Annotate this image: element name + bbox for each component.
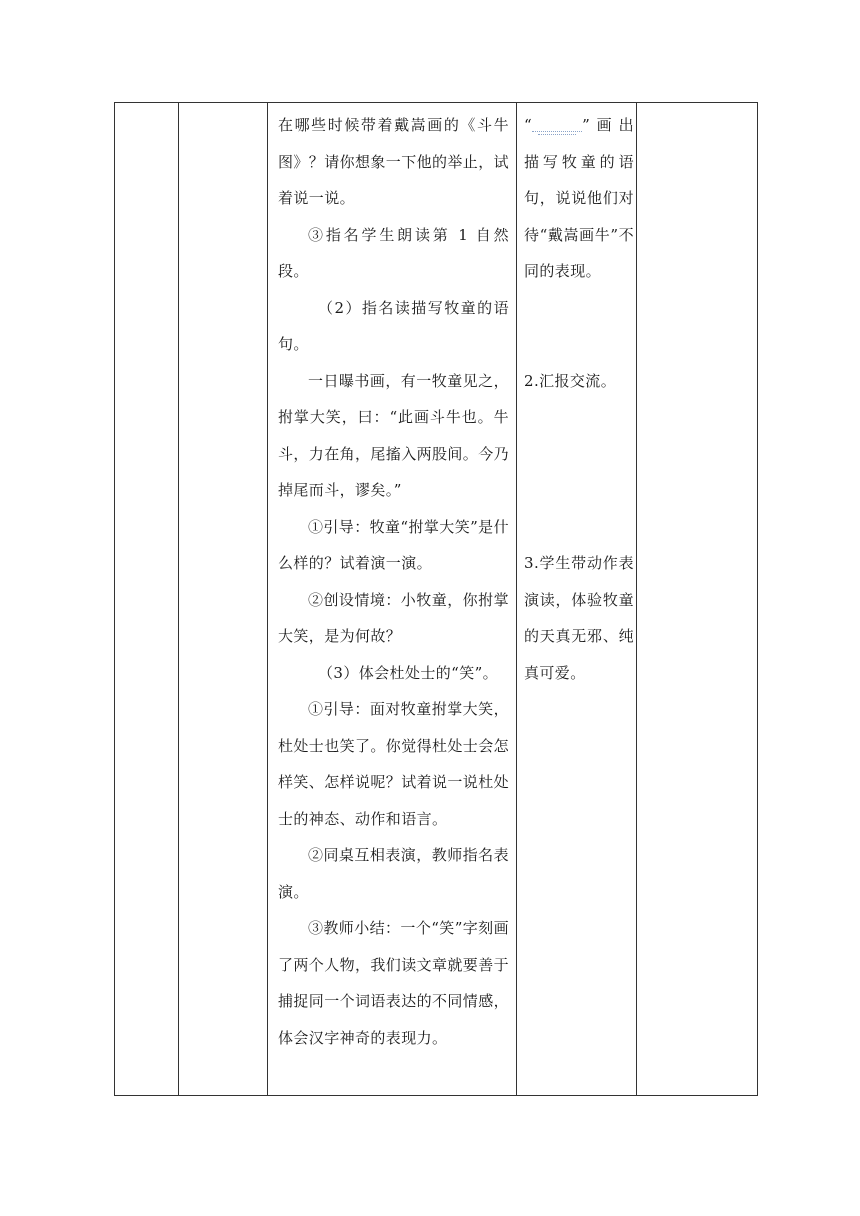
wavy-underline-blank [532,115,582,132]
lesson-paragraph: ③指名学生朗读第 1 自然段。 [278,225,509,280]
lesson-paragraph: （3）体会杜处士的“笑”。 [318,663,499,682]
column-divider [178,103,179,1095]
open-quote: “ [524,116,533,134]
student-activity-cell [517,103,638,1095]
lesson-paragraph: ②同桌互相表演，教师指名表演。 [278,846,509,901]
student-activity-item: 3.学生带动作表演读，体验牧童的天真无邪、纯真可爱。 [524,554,634,682]
lesson-paragraph: ③教师小结：一个“笑”字刻画了两个人物，我们读文章就要善于捕捉同一个词语表达的不同情感，体会汉字神奇的表现力。 [278,919,510,1047]
student-activity-item [524,107,634,290]
lesson-paragraph: 一日曝书画，有一牧童见之，拊掌大笑，曰：“此画斗牛也。牛斗，力在角，尾搐入两股间。今乃掉尾而斗，谬矣。” [278,371,510,499]
student-activity-item: 2.汇报交流。 [524,371,617,390]
lesson-plan-table [114,102,758,1096]
teaching-process-cell [268,103,517,1095]
lesson-paragraph: （2）指名读描写牧童的语句。 [278,298,509,353]
lesson-paragraph: ①引导：牧童“拊掌大笑”是什么样的？试着演一演。 [278,517,509,572]
lesson-paragraph: ①引导：面对牧童拊掌大笑，杜处士也笑了。你觉得杜处士会怎样笑、怎样说呢？试着说一说杜处士的神态、动作和语言。 [278,700,510,828]
student-activity-text: ”画出描写牧童的语句，说说他们对待“戴嵩画牛”不同的表现。 [524,116,634,280]
lesson-paragraph: ②创设情境：小牧童，你拊掌大笑，是为何故？ [278,590,509,645]
lesson-paragraph: 在哪些时候带着戴嵩画的《斗牛图》？请你想象一下他的举止，试着说一说。 [278,116,510,207]
